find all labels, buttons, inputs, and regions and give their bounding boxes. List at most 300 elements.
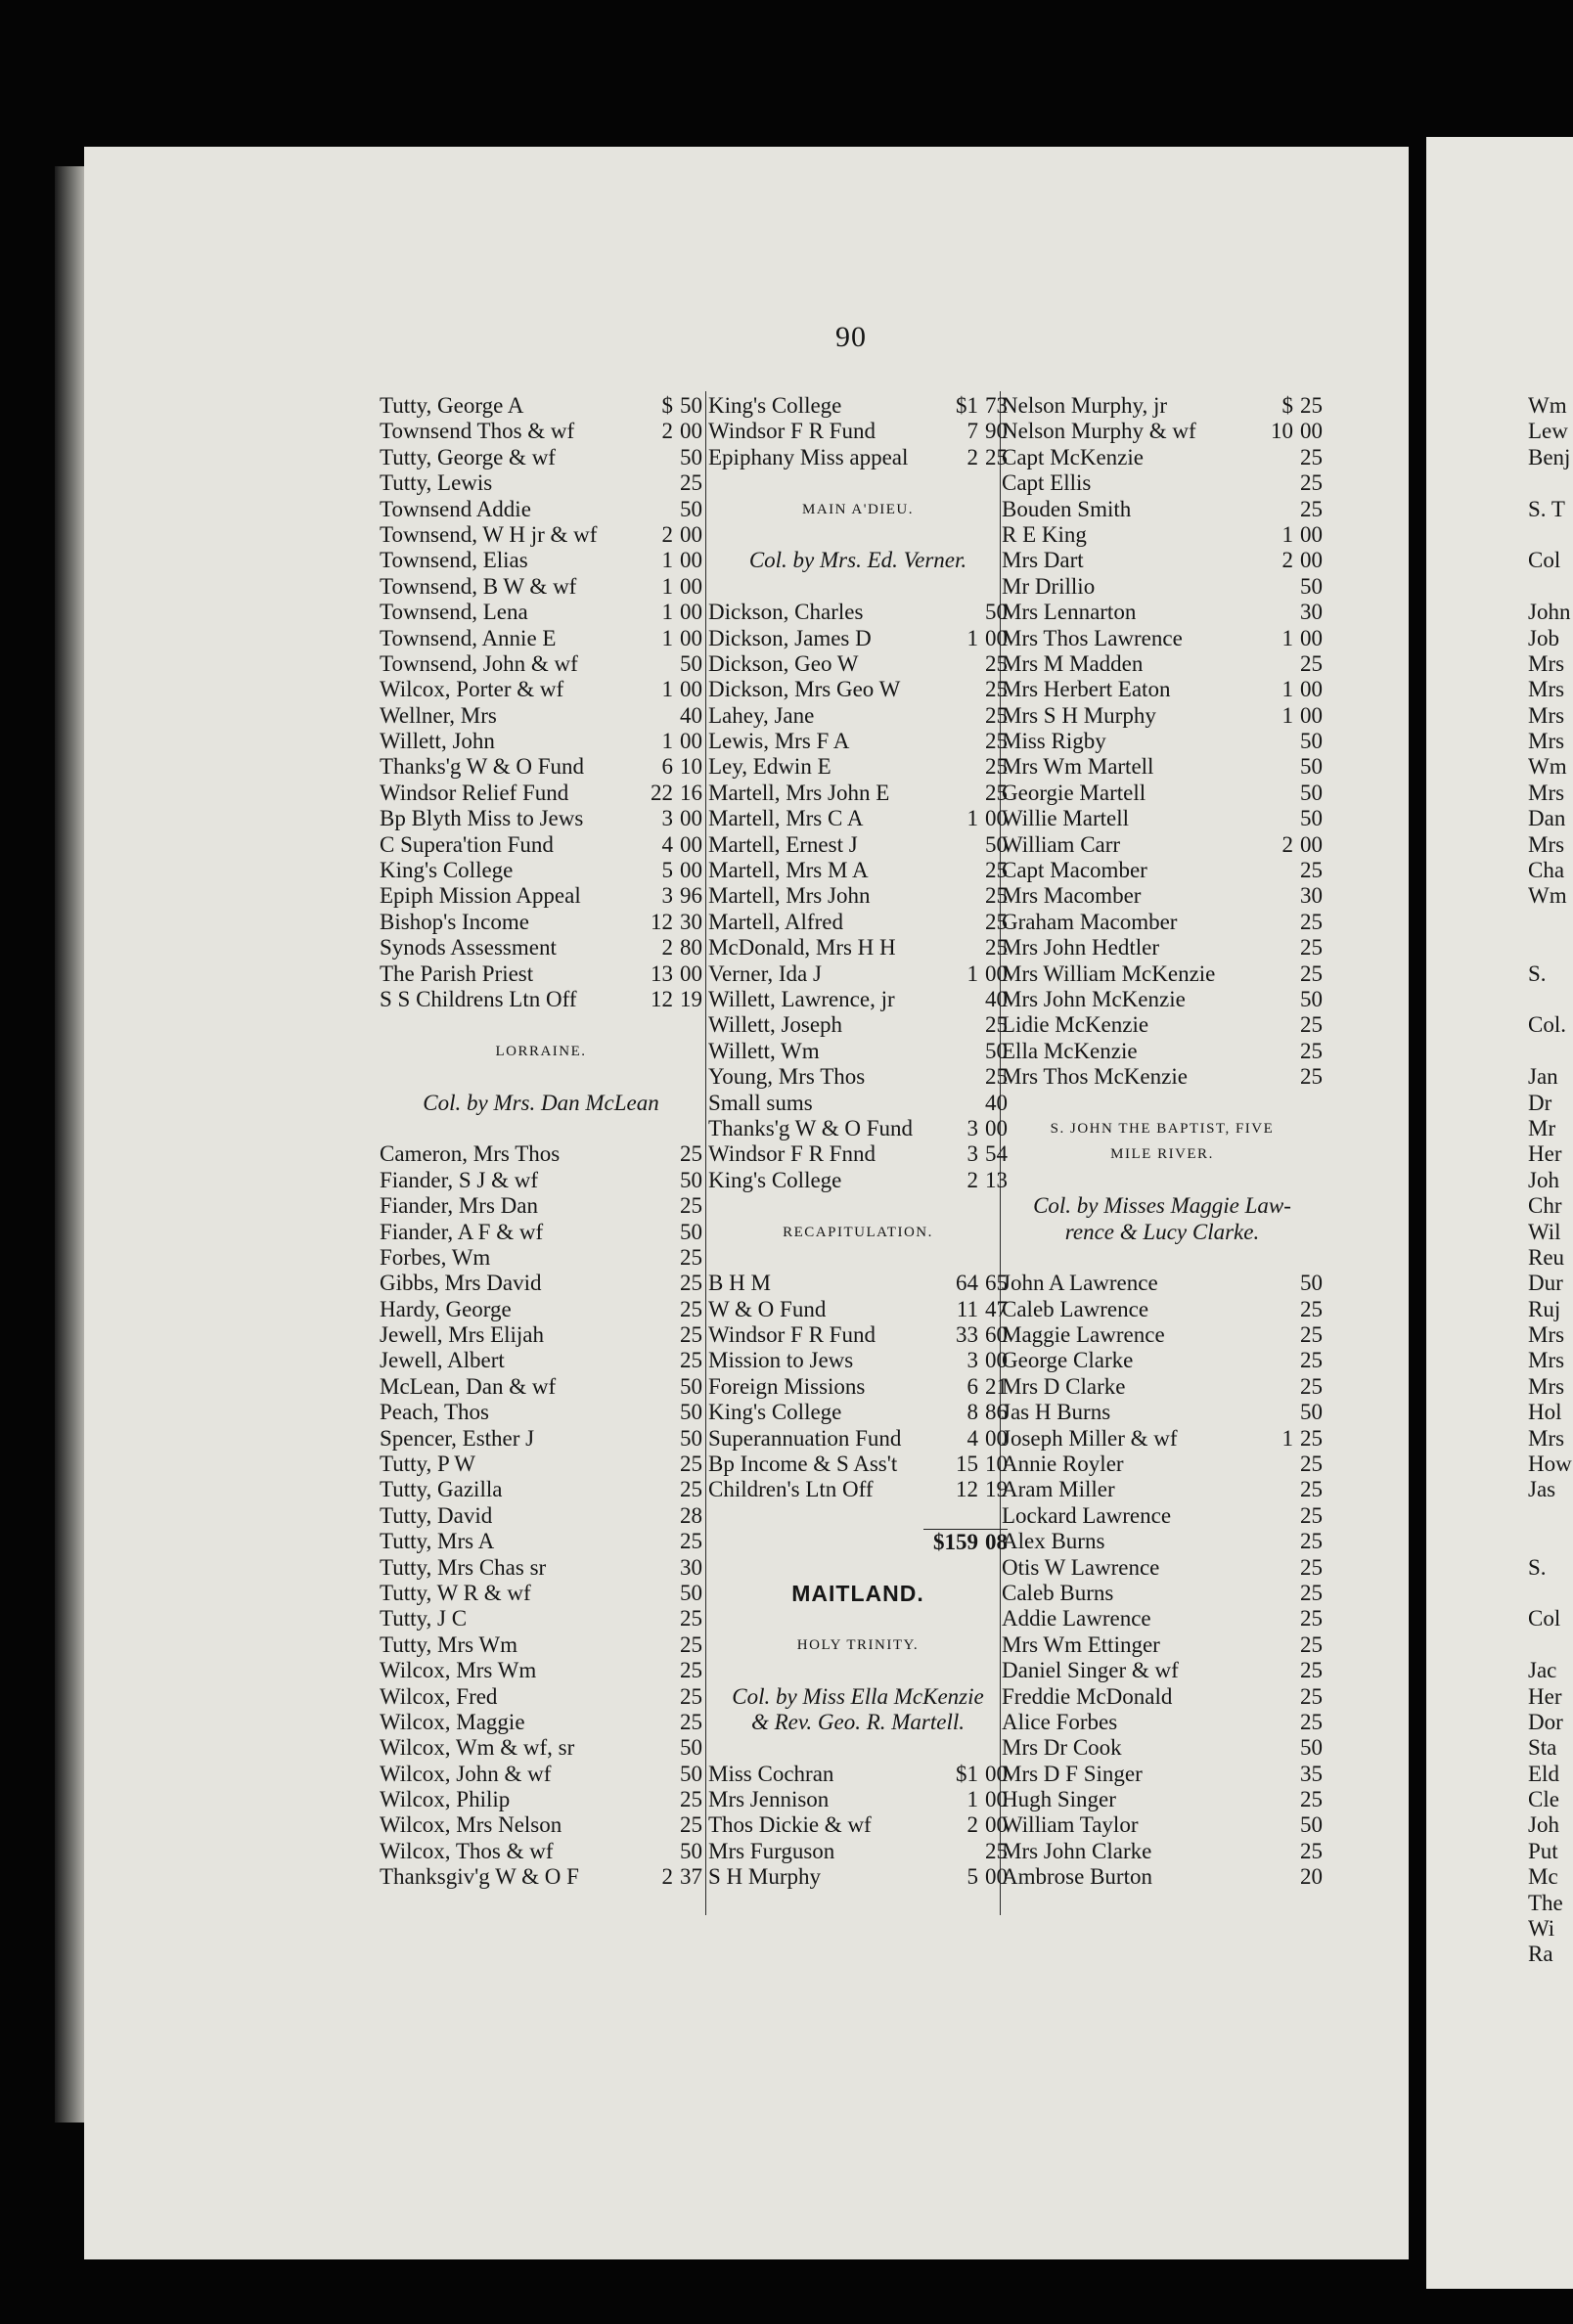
entry-name: William Taylor	[1002, 1812, 1139, 1838]
entry-name: Aram Miller	[1002, 1477, 1115, 1502]
entry-cents: 50	[680, 1580, 702, 1605]
entry-dollars	[618, 445, 673, 470]
entry-dollars: 2	[1281, 831, 1293, 857]
ledger-entry	[380, 1400, 702, 1425]
ledger-entry	[708, 1348, 1008, 1373]
entry-name: Wilcox, Porter & wf	[380, 677, 564, 702]
ledger-entry	[1002, 1529, 1323, 1554]
entry-dollars: 1	[661, 729, 673, 754]
entry-cents: 25	[680, 1141, 702, 1167]
entry-cents: 00	[1300, 419, 1323, 444]
entry-dollars	[1238, 574, 1293, 600]
fragment-line	[1528, 935, 1573, 961]
entry-name: Miss Cochran	[708, 1761, 834, 1786]
entry-name: The Parish Priest	[380, 961, 534, 986]
entry-dollars: 1	[661, 677, 673, 702]
total-row	[708, 1529, 1008, 1554]
entry-dollars	[923, 600, 978, 625]
ledger-entry	[708, 1064, 1008, 1090]
section-heading: LORRAINE.	[495, 1043, 587, 1059]
entry-cents: 50	[1300, 1735, 1323, 1761]
entry-cents: 00	[680, 831, 702, 857]
entry-name: Lewis, Mrs F A	[708, 729, 850, 754]
entry-name: Mrs Furguson	[708, 1838, 835, 1863]
fragment-line: S.	[1528, 961, 1547, 986]
entry-dollars: 1	[1281, 702, 1293, 728]
entry-name: Martell, Mrs M A	[708, 858, 869, 883]
ledger-entry	[1002, 703, 1323, 729]
fragment-line: Benj	[1528, 444, 1571, 469]
entry-dollars	[923, 1839, 978, 1864]
entry-cents: 25	[1300, 1606, 1323, 1631]
fragment-line: Mrs	[1528, 831, 1565, 857]
entry-dollars: 7	[966, 419, 978, 444]
fragment-line	[1528, 1632, 1573, 1658]
entry-cents: 25	[1300, 1709, 1323, 1734]
entry-cents: 25	[680, 1322, 702, 1348]
ledger-entry	[1002, 1632, 1323, 1658]
entry-name: Hardy, George	[380, 1296, 512, 1321]
entry-cents: 25	[680, 1193, 702, 1219]
entry-name: Superannuation Fund	[708, 1425, 902, 1451]
entry-cents: 25	[1300, 1631, 1323, 1657]
entry-name: Wilcox, Philip	[380, 1787, 511, 1812]
ledger-entry	[380, 574, 702, 600]
entry-name: Mrs Wm Martell	[1002, 754, 1154, 780]
entry-cents: 60	[985, 1322, 1008, 1348]
fragment-line: Wil	[1528, 1219, 1561, 1244]
entry-dollars	[923, 1012, 978, 1038]
entry-dollars: 1	[966, 806, 978, 831]
ledger-entry	[1002, 445, 1323, 470]
entry-dollars: $1	[956, 393, 978, 418]
entry-cents: 25	[1300, 1322, 1323, 1348]
spacer	[1002, 1091, 1323, 1116]
entry-dollars: 33	[956, 1322, 978, 1348]
entry-name: Tutty, George A	[380, 393, 524, 418]
column-2	[708, 393, 1008, 1891]
entry-dollars	[923, 832, 978, 858]
entry-cents: 00	[680, 419, 702, 444]
entry-cents: 00	[985, 1425, 1008, 1451]
entry-cents: 50	[1300, 754, 1323, 780]
entry-dollars: 1	[1281, 521, 1293, 547]
entry-cents: 25	[1300, 858, 1323, 883]
entry-cents: 50	[680, 1735, 702, 1761]
entry-dollars: 13	[651, 961, 673, 986]
entry-name: Martell, Alfred	[708, 909, 843, 934]
column-3	[1002, 393, 1323, 1891]
entry-name: Martell, Ernest J	[708, 831, 858, 857]
entry-name: Thanksgiv'g W & O F	[380, 1864, 579, 1890]
ledger-entry	[1002, 1581, 1323, 1606]
fragment-line: Ra	[1528, 1942, 1553, 1967]
entry-dollars: 4	[966, 1425, 978, 1451]
ledger-entry	[1002, 987, 1323, 1012]
entry-name: Tutty, Lewis	[380, 470, 493, 496]
entry-dollars	[1238, 1735, 1293, 1761]
entry-dollars	[1238, 1348, 1293, 1373]
entry-name: Young, Mrs Thos	[708, 1064, 866, 1090]
entry-cents: 16	[680, 780, 702, 805]
entry-name: Martell, Mrs C A	[708, 806, 864, 831]
spacer	[708, 1503, 1008, 1529]
entry-dollars	[618, 1297, 673, 1322]
entry-cents: 25	[1300, 1012, 1323, 1038]
ledger-entry	[380, 987, 702, 1012]
entry-name: Thanks'g W & O Fund	[708, 1115, 914, 1140]
ledger-entry	[380, 961, 702, 987]
entry-cents: 25	[680, 470, 702, 496]
entry-name: Ambrose Burton	[1002, 1864, 1152, 1890]
entry-cents: 25	[985, 677, 1008, 702]
entry-cents: 25	[1300, 1529, 1323, 1554]
spacer	[708, 1658, 1008, 1683]
entry-cents: 25	[1300, 1683, 1323, 1709]
entry-name: Epiph Mission Appeal	[380, 883, 581, 909]
entry-cents: 65	[985, 1271, 1008, 1296]
entry-dollars: 1	[661, 600, 673, 625]
ledger-entry	[1002, 883, 1323, 909]
ledger-entry	[380, 1735, 702, 1761]
fragment-line: Col	[1528, 548, 1561, 573]
spacer	[1002, 1168, 1323, 1193]
ledger-entry	[380, 651, 702, 677]
entry-dollars	[618, 1322, 673, 1348]
entry-cents: 25	[1300, 961, 1323, 986]
ledger-entry	[708, 1477, 1008, 1502]
entry-cents: 50	[680, 1761, 702, 1786]
entry-name: Wilcox, Mrs Nelson	[380, 1812, 562, 1838]
entry-name: Tutty, W R & wf	[380, 1580, 531, 1605]
total-spacer	[708, 1529, 923, 1554]
entry-cents: 37	[680, 1864, 702, 1890]
ledger-entry	[1002, 1606, 1323, 1631]
entry-name: William Carr	[1002, 831, 1121, 857]
ledger-entry	[380, 1555, 702, 1581]
entry-cents: 50	[1300, 1400, 1323, 1425]
entry-cents: 25	[1300, 1296, 1323, 1321]
ledger-entry	[1002, 574, 1323, 600]
entry-cents: 25	[680, 1812, 702, 1838]
fragment-line: Dan	[1528, 806, 1566, 831]
ledger-entry	[708, 651, 1008, 677]
ledger-entry	[1002, 1271, 1323, 1296]
entry-dollars: 1	[966, 1787, 978, 1812]
fragment-line: Col	[1528, 1606, 1561, 1631]
entry-name: George Clarke	[1002, 1348, 1134, 1373]
spacer	[380, 1012, 702, 1038]
entry-cents: 25	[985, 883, 1008, 909]
entry-name: Jas H Burns	[1002, 1400, 1111, 1425]
ledger-entry	[1002, 910, 1323, 935]
entry-name: Tutty, J C	[380, 1606, 468, 1631]
fragment-line: How	[1528, 1452, 1572, 1477]
entry-dollars: 3	[661, 806, 673, 831]
entry-cents: 00	[680, 806, 702, 831]
ledger-entry	[1002, 754, 1323, 780]
entry-cents: 25	[1300, 909, 1323, 934]
ledger-entry	[708, 1812, 1008, 1838]
entry-cents: 25	[1300, 1787, 1323, 1812]
entry-dollars	[618, 1271, 673, 1296]
entry-name: Otis W Lawrence	[1002, 1554, 1160, 1580]
entry-cents: 50	[680, 1373, 702, 1399]
entry-dollars	[1238, 1606, 1293, 1631]
entry-name: Townsend, Lena	[380, 600, 528, 625]
ledger-entry	[708, 393, 1008, 419]
fragment-line: John	[1528, 600, 1571, 625]
entry-cents: 25	[1300, 1064, 1323, 1090]
ledger-entry	[380, 1348, 702, 1373]
entry-cents: 25	[680, 1271, 702, 1296]
collector-line: Col. by Miss Ella McKenzie	[732, 1683, 984, 1709]
ledger-entry	[380, 1426, 702, 1452]
ledger-entry	[708, 445, 1008, 470]
ledger-entry	[1002, 1322, 1323, 1348]
fragment-line: Mrs	[1528, 650, 1565, 676]
ledger-entry	[380, 832, 702, 858]
entry-cents: 10	[680, 754, 702, 780]
entry-cents: 50	[680, 1400, 702, 1425]
entry-cents: 00	[1300, 831, 1323, 857]
ledger-entry	[1002, 1812, 1323, 1838]
entry-name: Mrs Dart	[1002, 548, 1084, 573]
entry-name: Willett, Wm	[708, 1038, 820, 1063]
collector-line: & Rev. Geo. R. Martell.	[750, 1709, 965, 1734]
column-1	[380, 393, 702, 1891]
ledger-entry	[708, 935, 1008, 961]
entry-cents: 00	[985, 1787, 1008, 1812]
entry-cents: 00	[985, 1761, 1008, 1786]
entry-cents: 50	[1300, 729, 1323, 754]
entry-cents: 25	[1300, 496, 1323, 521]
ledger-entry	[1002, 1064, 1323, 1090]
entry-name: Jewell, Albert	[380, 1348, 505, 1373]
fragment-line: Cha	[1528, 858, 1565, 883]
entry-cents: 25	[1300, 1425, 1323, 1451]
entry-name: Tutty, Mrs Wm	[380, 1631, 518, 1657]
entry-name: Bouden Smith	[1002, 496, 1132, 521]
entry-name: S H Murphy	[708, 1864, 822, 1890]
entry-dollars	[1238, 470, 1293, 496]
fragment-line: Jan	[1528, 1064, 1558, 1090]
entry-name: Mrs M Madden	[1002, 650, 1144, 676]
entry-cents: 35	[1300, 1761, 1323, 1786]
entry-name: Mrs Jennison	[708, 1787, 830, 1812]
ledger-entry	[708, 1116, 1008, 1141]
entry-dollars: 1	[661, 625, 673, 650]
entry-name: Peach, Thos	[380, 1400, 490, 1425]
collector-line: Col. by Mrs. Dan McLean	[423, 1090, 659, 1115]
entry-name: Capt McKenzie	[1002, 444, 1144, 469]
ledger-entry	[708, 600, 1008, 625]
entry-name: Bp Income & S Ass't	[708, 1452, 898, 1477]
entry-cents: 21	[985, 1373, 1008, 1399]
entry-name: Wilcox, Mrs Wm	[380, 1658, 537, 1683]
entry-name: S S Childrens Ltn Off	[380, 986, 577, 1011]
fragment-line	[1528, 1529, 1573, 1554]
entry-cents: 00	[985, 1348, 1008, 1373]
entry-cents: 25	[985, 1064, 1008, 1090]
entry-dollars	[1238, 1710, 1293, 1735]
entry-dollars: 64	[956, 1271, 978, 1296]
entry-cents: 25	[680, 1529, 702, 1554]
entry-dollars	[1238, 1477, 1293, 1502]
entry-dollars: 6	[966, 1373, 978, 1399]
entry-dollars: 5	[661, 858, 673, 883]
ledger-entry	[380, 1632, 702, 1658]
ledger-entry	[380, 1658, 702, 1683]
entry-name: Cameron, Mrs Thos	[380, 1141, 561, 1167]
entry-cents: 10	[985, 1452, 1008, 1477]
entry-name: Ley, Edwin E	[708, 754, 831, 780]
entry-cents: 00	[985, 806, 1008, 831]
entry-cents: 25	[985, 1838, 1008, 1863]
entry-name: Gibbs, Mrs David	[380, 1271, 542, 1296]
entry-cents: 00	[985, 1115, 1008, 1140]
entry-cents: 47	[985, 1296, 1008, 1321]
spacer	[708, 1193, 1008, 1219]
ledger-entry	[708, 1374, 1008, 1400]
fragment-line: Mc	[1528, 1864, 1558, 1890]
fragment-line: Her	[1528, 1683, 1562, 1709]
entry-name: Lidie McKenzie	[1002, 1012, 1149, 1038]
entry-dollars: 22	[651, 780, 673, 805]
fragment-line	[1528, 1039, 1573, 1064]
ledger-entry	[708, 883, 1008, 909]
ledger-entry	[380, 1374, 702, 1400]
entry-name: Townsend, John & wf	[380, 650, 578, 676]
entry-cents: 25	[1300, 1452, 1323, 1477]
fragment-line: Ruj	[1528, 1296, 1561, 1321]
ledger-entry	[1002, 832, 1323, 858]
ledger-entry	[1002, 935, 1323, 961]
entry-cents: 00	[1300, 521, 1323, 547]
entry-name: Tutty, Gazilla	[380, 1477, 503, 1502]
entry-dollars: 2	[1281, 548, 1293, 573]
fragment-line: Dr	[1528, 1090, 1552, 1115]
entry-dollars	[1238, 1812, 1293, 1838]
entry-name: Ella McKenzie	[1002, 1038, 1138, 1063]
entry-dollars: $1	[956, 1761, 978, 1786]
entry-dollars: 2	[966, 1167, 978, 1192]
entry-name: Mrs S H Murphy	[1002, 702, 1156, 728]
entry-dollars	[1238, 1012, 1293, 1038]
entry-name: Mrs Thos Lawrence	[1002, 625, 1183, 650]
spacer	[708, 522, 1008, 548]
entry-dollars	[1238, 910, 1293, 935]
entry-name: Foreign Missions	[708, 1373, 866, 1399]
ledger-entry	[1002, 522, 1323, 548]
fragment-line: Mrs	[1528, 677, 1565, 702]
entry-cents: 25	[1300, 1580, 1323, 1605]
collector-line: rence & Lucy Clarke.	[1064, 1219, 1260, 1244]
entry-dollars	[1238, 1297, 1293, 1322]
spacer	[1002, 1245, 1323, 1271]
entry-name: Lahey, Jane	[708, 702, 815, 728]
entry-dollars	[1238, 1039, 1293, 1064]
entry-dollars: 12	[956, 1477, 978, 1502]
entry-name: Lockard Lawrence	[1002, 1502, 1172, 1528]
entry-cents: 25	[1300, 1348, 1323, 1373]
entry-cents: 40	[985, 986, 1008, 1011]
fragment-line: S.	[1528, 1554, 1547, 1580]
entry-cents: 00	[985, 1812, 1008, 1838]
ledger-entry	[380, 1141, 702, 1167]
entry-cents: 50	[680, 1219, 702, 1244]
ledger-entry	[708, 806, 1008, 831]
entry-dollars	[1238, 1503, 1293, 1529]
entry-cents: 25	[680, 1296, 702, 1321]
entry-dollars: 1	[1281, 625, 1293, 650]
entry-name: Dickson, Mrs Geo W	[708, 677, 901, 702]
ledger-entry	[380, 1193, 702, 1219]
entry-dollars: 15	[956, 1452, 978, 1477]
entry-name: Martell, Mrs John E	[708, 780, 890, 805]
ledger-entry	[380, 1322, 702, 1348]
entry-cents: 00	[680, 729, 702, 754]
entry-dollars	[1238, 1452, 1293, 1477]
entry-dollars: 8	[966, 1400, 978, 1425]
fragment-line: Lew	[1528, 419, 1568, 444]
ledger-entry	[708, 1091, 1008, 1116]
fragment-line: Hol	[1528, 1400, 1562, 1425]
fragment-line	[1528, 574, 1573, 600]
entry-name: Synods Assessment	[380, 935, 557, 961]
entry-name: Willett, Lawrence, jr	[708, 986, 895, 1011]
entry-name: Capt Ellis	[1002, 470, 1092, 496]
ledger-entry	[708, 1762, 1008, 1787]
entry-name: Mrs John McKenzie	[1002, 986, 1186, 1011]
entry-cents: 96	[680, 883, 702, 909]
ledger-entry	[380, 1710, 702, 1735]
entry-dollars	[618, 1581, 673, 1606]
entry-cents: 25	[1300, 1554, 1323, 1580]
entry-cents: 25	[985, 444, 1008, 469]
ledger-entry	[1002, 858, 1323, 883]
entry-cents: 00	[985, 961, 1008, 986]
entry-dollars	[923, 883, 978, 909]
ledger-entry	[1002, 1787, 1323, 1812]
entry-dollars	[923, 910, 978, 935]
entry-name: Freddie McDonald	[1002, 1683, 1173, 1709]
entry-cents: 00	[985, 1864, 1008, 1890]
ledger-entry	[708, 910, 1008, 935]
entry-cents: 25	[680, 1631, 702, 1657]
ledger-entry	[708, 987, 1008, 1012]
ledger-entry	[708, 1297, 1008, 1322]
fragment-line: Sta	[1528, 1735, 1557, 1761]
entry-cents: 50	[1300, 780, 1323, 805]
entry-name: Willett, Joseph	[708, 1012, 843, 1038]
ledger-entry	[1002, 961, 1323, 987]
entry-cents: 50	[985, 831, 1008, 857]
entry-dollars: 1	[1281, 1425, 1293, 1451]
ledger-entry	[380, 781, 702, 806]
entry-dollars	[1238, 883, 1293, 909]
fragment-line: Jac	[1528, 1658, 1557, 1683]
entry-name: Wilcox, Thos & wf	[380, 1838, 554, 1863]
entry-dollars: $	[1281, 393, 1293, 418]
entry-name: Fiander, Mrs Dan	[380, 1193, 538, 1219]
entry-name: Townsend Thos & wf	[380, 419, 575, 444]
fragment-line: Mr	[1528, 1115, 1556, 1140]
entry-name: W & O Fund	[708, 1296, 827, 1321]
entry-name: Tutty, Mrs Chas sr	[380, 1554, 547, 1580]
entry-dollars	[618, 1400, 673, 1425]
fragment-line: Jas	[1528, 1477, 1556, 1502]
